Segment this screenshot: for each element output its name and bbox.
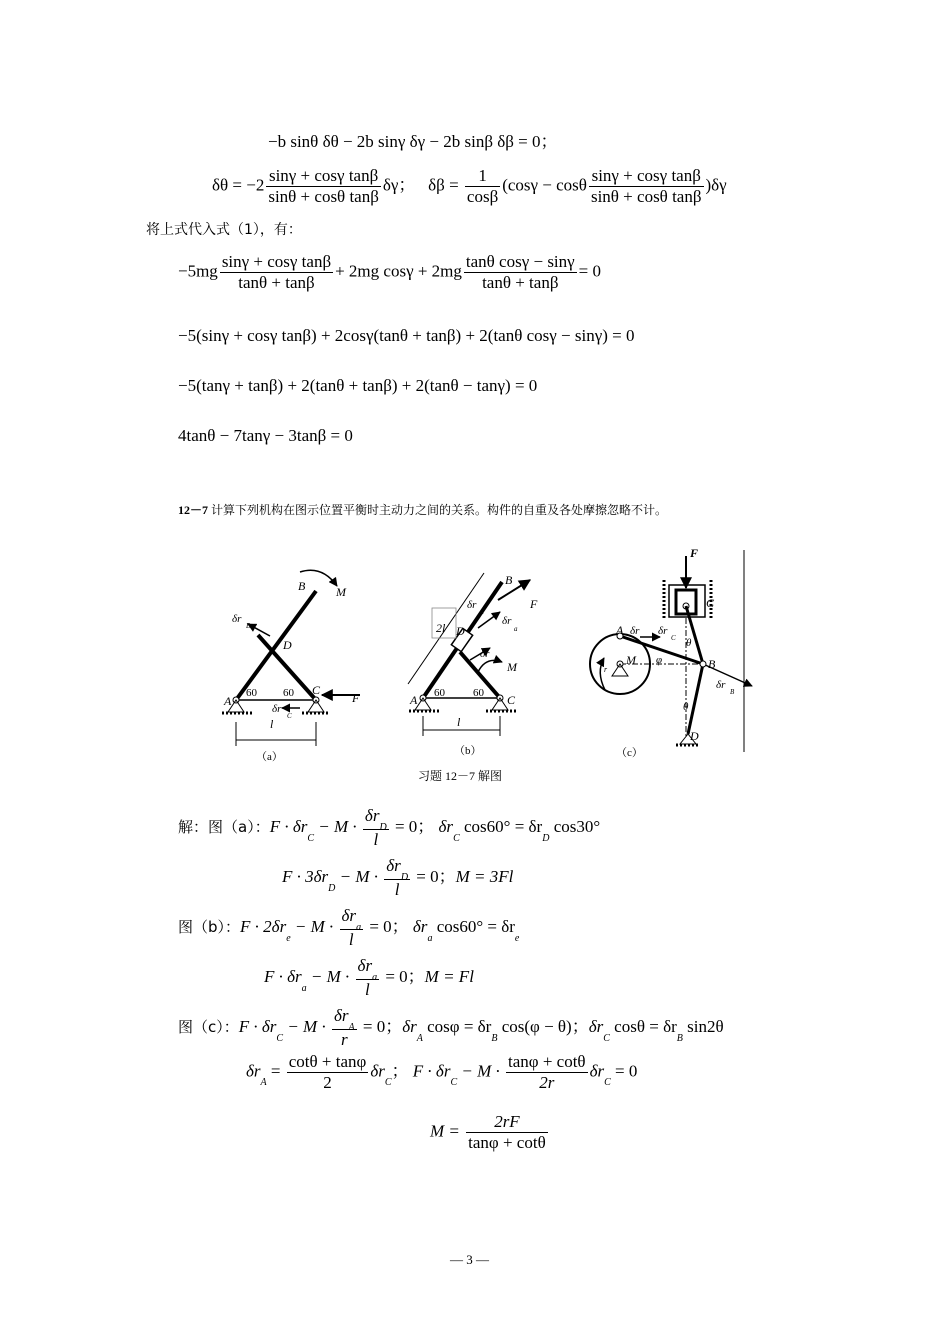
label-sub-B-c: B — [730, 688, 735, 696]
eq-sub: C — [453, 832, 460, 844]
label-dr-B: δr — [232, 613, 242, 625]
eq-part: = 0； — [381, 966, 425, 986]
eq-part: − M · — [283, 1016, 330, 1036]
rod-BD-c — [688, 664, 703, 734]
problem-statement — [178, 501, 667, 518]
result: M = 3Fl — [455, 866, 514, 886]
label-angle-a2: 60 — [283, 687, 294, 699]
fraction — [466, 1112, 548, 1153]
denominator: l — [363, 829, 389, 850]
label-F-b: F — [530, 597, 538, 611]
eq-sub: C — [603, 1032, 610, 1044]
solution-c-line2 — [246, 1052, 637, 1093]
caption-b: （b） — [454, 745, 482, 757]
eq-sub: B — [676, 1032, 683, 1044]
label-A-b: A — [410, 693, 418, 707]
eq-part: δr — [438, 816, 454, 836]
num-text: δr — [364, 806, 380, 825]
label-l: l — [270, 717, 274, 731]
num-sub: D — [400, 872, 409, 883]
equation-virtual-work-line: −b sinθ δθ − 2b sinγ δγ − 2b sinβ δβ = 0； — [268, 132, 558, 151]
denominator: sinθ + cosθ tanβ — [268, 187, 379, 206]
label-C: C — [312, 683, 321, 697]
numerator — [384, 856, 410, 883]
eq-part: δr — [412, 916, 428, 936]
eq-sub: D — [542, 832, 550, 844]
fraction — [356, 956, 380, 1000]
label-theta1: θ — [686, 637, 692, 649]
fraction — [363, 806, 389, 850]
eq-sub: C — [384, 1077, 392, 1089]
numerator: cotθ + tanφ — [288, 1052, 367, 1071]
fraction — [220, 252, 333, 293]
label-dr-a: δr — [502, 615, 512, 627]
eq-part: F · δr — [238, 1016, 277, 1036]
numerator: 1 — [478, 166, 487, 185]
solution-label: 图（b）： — [178, 917, 241, 936]
eq-sub: C — [450, 1077, 458, 1089]
equation-text: δβ = — [428, 175, 463, 195]
eq-part: − M · — [314, 816, 361, 836]
eq-sub: e — [286, 932, 291, 944]
eq-part: M = — [430, 1121, 465, 1141]
label-dr-b: δr — [480, 648, 490, 660]
label-M-c: M — [626, 653, 636, 667]
label-r-c: r — [604, 665, 608, 674]
equation-text: −5mg — [178, 261, 218, 281]
eq-part: − M · — [290, 916, 338, 936]
eq-part: = — [266, 1061, 285, 1081]
problem-text: 计算下列机构在图示位置平衡时主动力之间的关系。构件的自重及各处摩擦忽略不计。 — [211, 503, 668, 517]
label-D-c: D — [690, 729, 699, 743]
label-dr-C: δr — [272, 703, 282, 715]
eq-part: δr — [402, 1016, 417, 1036]
num-sub: A — [348, 1022, 355, 1033]
label-l-b: l — [457, 715, 461, 729]
num-sub: a — [356, 922, 362, 933]
label-sub-B: B — [246, 622, 251, 630]
eq-sub: A — [260, 1077, 267, 1089]
label-M: M — [336, 585, 346, 599]
solution-a-line1 — [178, 806, 600, 850]
label-dr-B-c: δr — [716, 679, 726, 691]
numerator: sinγ + cosγ tanβ — [268, 166, 379, 185]
numerator: sinγ + cosγ tanβ — [591, 166, 701, 185]
numerator: sinγ + cosγ tanβ — [221, 252, 332, 271]
fraction — [287, 1052, 369, 1093]
substitute-text: 将上式代入式（1），有： — [146, 222, 302, 238]
numerator — [332, 1006, 357, 1033]
eq-part: F · δr — [269, 816, 308, 836]
eq-part: cos(φ − θ)； — [497, 1016, 589, 1036]
equation-line3: −5(tanγ + tanβ) + 2(tanθ + tanβ) + 2(tanθ − tanγ) = 0 — [178, 376, 538, 395]
equation-text: + 2mg cosγ + 2mg — [335, 261, 462, 281]
eq-sub: C — [307, 832, 315, 844]
label-sub-C: C — [287, 712, 292, 720]
eq-part: δr — [589, 1061, 605, 1081]
equation-text: δγ； — [382, 175, 416, 195]
eq-part: cos60° = δr — [432, 916, 515, 936]
solution-b-line2 — [264, 956, 474, 1000]
mechanism-figure — [0, 540, 950, 790]
fraction — [464, 252, 577, 293]
label-M-b: M — [507, 660, 517, 674]
eq-part: = 0； — [358, 1016, 403, 1036]
label-dr-A: δr — [630, 625, 640, 637]
fraction — [589, 166, 704, 207]
num-text: δr — [357, 956, 373, 975]
num-text: δr — [386, 856, 401, 875]
label-angle-b2: 60 — [473, 687, 484, 699]
eq-part: = 0； — [365, 916, 409, 936]
page-number: — 3 — — [450, 1252, 489, 1267]
label-dr-C-c: δr — [658, 625, 668, 637]
eq-part: = 0； — [390, 816, 435, 836]
denominator: 2r — [506, 1072, 588, 1093]
numerator — [340, 906, 364, 933]
figure-a — [222, 570, 360, 763]
eq-sub: a — [427, 932, 433, 944]
numerator: tanθ cosγ − sinγ — [465, 252, 575, 271]
eq-part: cos60° = δr — [459, 816, 543, 836]
figure-c — [590, 546, 752, 759]
denominator: r — [332, 1029, 357, 1050]
equation-text: = 0 — [578, 261, 602, 281]
fraction — [506, 1052, 588, 1093]
solution-label: 图（c）： — [178, 1017, 239, 1036]
eq-part: F · δr — [412, 1061, 451, 1081]
eq-part: F · 3δr — [282, 866, 329, 886]
eq-sub: C — [604, 1077, 611, 1089]
eq-sub: C — [276, 1032, 284, 1044]
label-sub-e: e — [481, 608, 485, 616]
denominator: tanφ + cotθ — [468, 1133, 546, 1152]
problem-number: 12－7 — [178, 503, 209, 517]
numerator: 2rF — [494, 1112, 520, 1131]
eq-part: δr — [246, 1061, 261, 1081]
solution-c-result — [430, 1112, 550, 1153]
label-phi: φ — [656, 654, 663, 666]
eq-part: δr — [588, 1016, 604, 1036]
fraction — [465, 166, 500, 207]
eq-part: cosφ = δr — [422, 1016, 492, 1036]
label-D: D — [283, 638, 292, 652]
num-sub: D — [379, 822, 387, 833]
numerator — [356, 956, 380, 983]
denominator: l — [340, 929, 364, 950]
num-text: δr — [333, 1006, 349, 1025]
eq-part: − M · — [457, 1061, 504, 1081]
label-F: F — [352, 691, 360, 705]
denominator: cosβ — [466, 187, 499, 206]
denominator: l — [356, 979, 380, 1000]
eq-part: sin2θ — [682, 1016, 724, 1036]
eq-sub: D — [328, 882, 336, 894]
eq-part: = 0； — [412, 866, 456, 886]
label-F-c: F — [690, 546, 699, 560]
num-text: δr — [341, 906, 357, 925]
solution-a-line2 — [282, 856, 513, 900]
label-dr-e: δr — [467, 599, 477, 611]
label-A: A — [224, 694, 232, 708]
label-B-c: B — [708, 657, 716, 671]
equation-dtheta — [212, 166, 727, 207]
eq-part: cosθ = δr — [609, 1016, 677, 1036]
fraction — [332, 1006, 357, 1050]
num-sub: a — [372, 972, 378, 983]
eq-sub: B — [491, 1032, 498, 1044]
label-2l: 2l — [436, 621, 446, 635]
fraction — [340, 906, 364, 950]
eq-part: F · 2δr — [240, 916, 287, 936]
solution-b-line1 — [178, 906, 519, 950]
eq-sub: a — [301, 982, 307, 994]
eq-sub: e — [514, 932, 520, 944]
equation-line4: 4tanθ − 7tanγ − 3tanβ = 0 — [178, 426, 353, 445]
label-A-c: A — [616, 623, 624, 637]
denominator: l — [384, 879, 410, 900]
label-sub-a: a — [514, 625, 518, 633]
label-B-b: B — [505, 573, 513, 587]
label-angle-b1: 60 — [434, 687, 445, 699]
eq-part: = 0 — [610, 1061, 638, 1081]
eq-part: δr — [370, 1061, 385, 1081]
label-C-b: C — [507, 693, 516, 707]
eq-part: cos30° — [549, 816, 601, 836]
equation-substituted — [178, 252, 601, 293]
fraction — [384, 856, 410, 900]
numerator: tanφ + cotθ — [508, 1052, 586, 1071]
label-angle-a1: 60 — [246, 687, 257, 699]
equation-text: )δγ — [705, 175, 727, 195]
label-theta2: θ — [683, 701, 689, 713]
figure-b — [408, 573, 538, 757]
eq-part: − M · — [306, 966, 354, 986]
result: M = Fl — [424, 966, 474, 986]
equation-line2: −5(sinγ + cosγ tanβ) + 2cosγ(tanθ + tanβ) + 2(tanθ cosγ − sinγ) = 0 — [178, 326, 635, 345]
label-B: B — [298, 579, 306, 593]
denominator: tanθ + tanβ — [220, 272, 333, 293]
solution-c-line1 — [178, 1006, 724, 1050]
eq-part: F · δr — [264, 966, 302, 986]
equation-text: δθ = −2 — [212, 175, 265, 195]
solution-label: 解：图（a）： — [178, 817, 270, 836]
eq-sub: A — [416, 1032, 423, 1044]
caption-c: （c） — [616, 747, 643, 759]
fraction — [266, 166, 381, 207]
caption-a: （a） — [256, 751, 283, 763]
denominator: 2 — [287, 1072, 369, 1093]
numerator — [363, 806, 389, 833]
label-C-c: C — [706, 596, 715, 610]
denominator: sinθ + cosθ tanβ — [590, 187, 702, 206]
denominator: tanθ + tanβ — [464, 272, 577, 293]
eq-part: − M · — [335, 866, 383, 886]
figure-caption: 习题 12－7 解图 — [418, 769, 503, 783]
eq-part: ； — [391, 1061, 409, 1081]
equation-text: (cosγ − cosθ — [502, 175, 587, 195]
label-sub-C-c: C — [671, 634, 676, 642]
label-D-b: D — [456, 624, 465, 638]
